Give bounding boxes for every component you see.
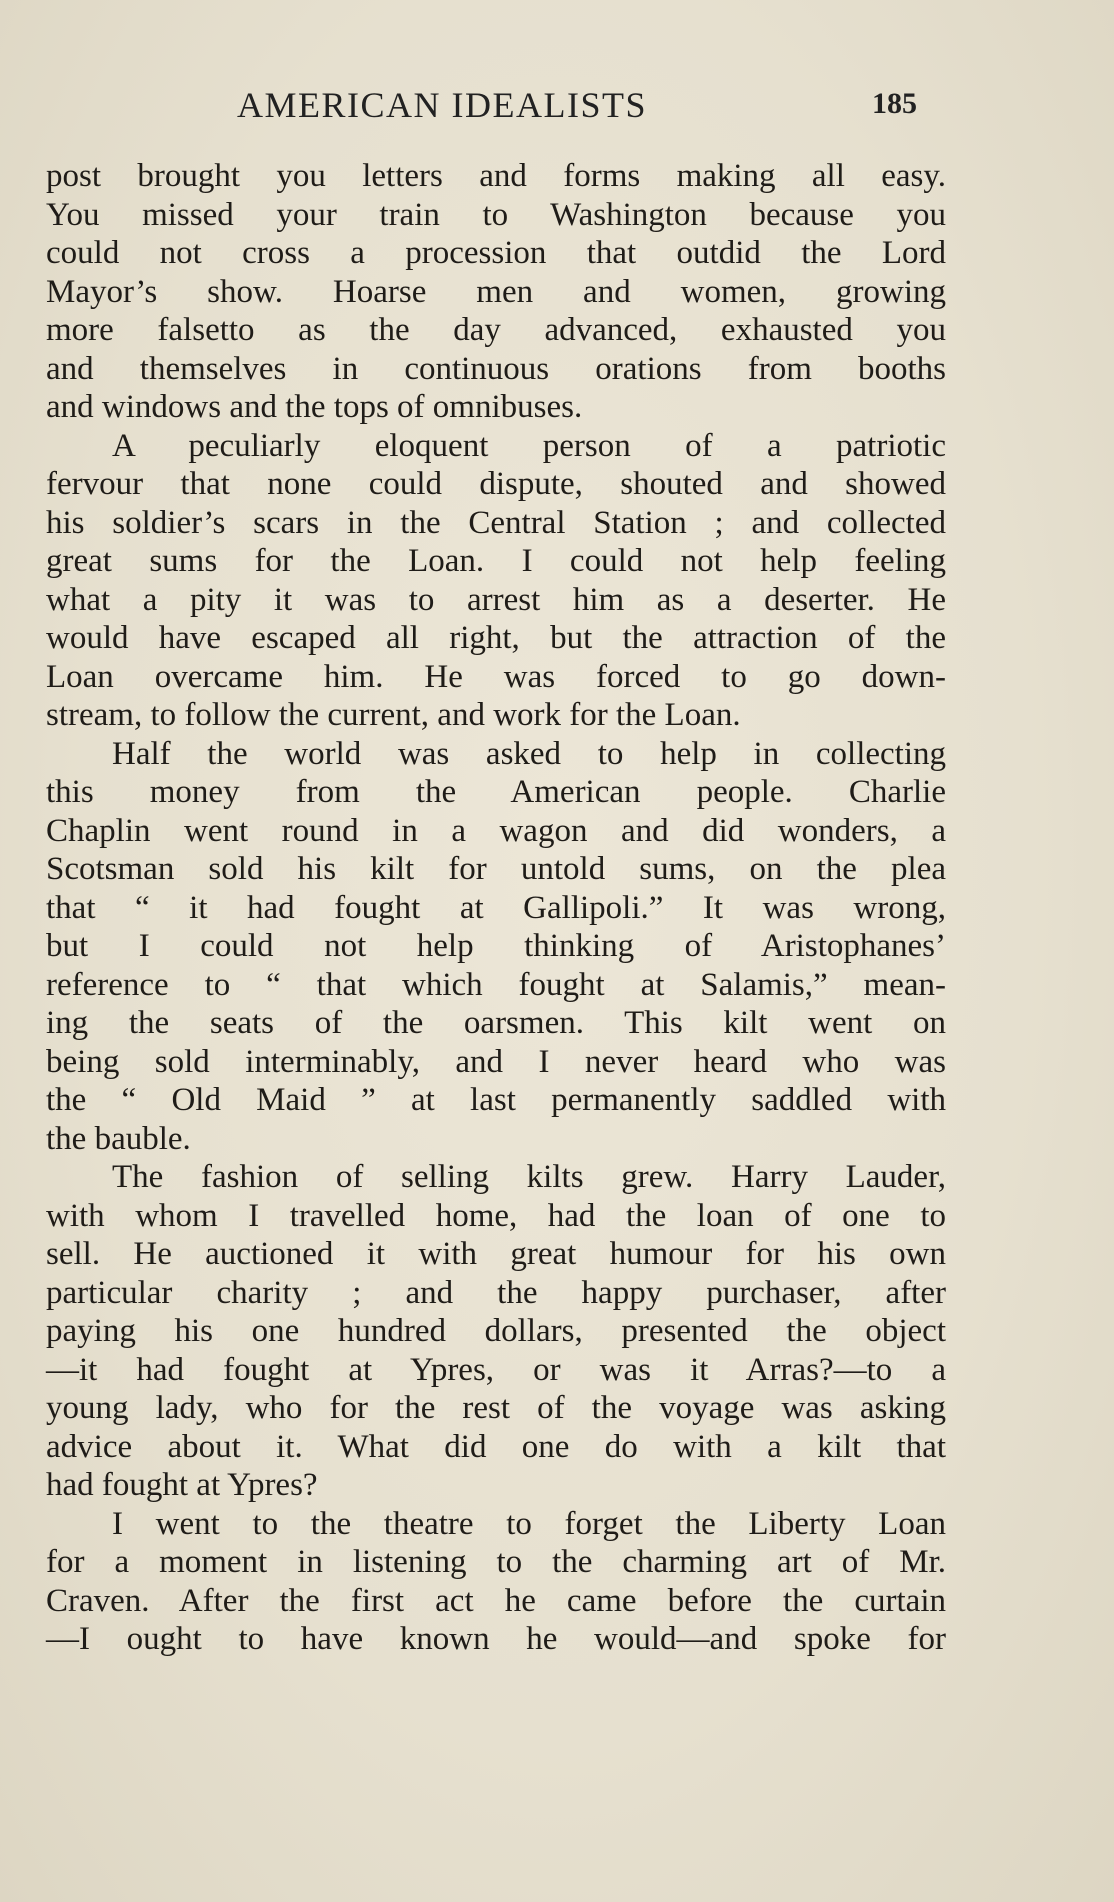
paragraph-2 [46,427,946,735]
paragraph-1 [46,157,946,427]
text-line: the “ Old Maid ” at last permanently saddled with [46,1082,946,1118]
text-line: Half the world was asked to help in collecting [112,735,946,772]
text-line: particular charity ; and the happy purchaser, after [46,1274,946,1311]
text-line: I went to the theatre to forget the Liberty Loan [112,1505,946,1542]
paragraph-5 [46,1505,946,1659]
text-line: —it had fought at Ypres, or was it Arras?—to a [46,1351,946,1388]
text-line: You missed your train to Washington because you [46,196,946,233]
text-line: what a pity it was to arrest him as a deserter. He [46,581,946,618]
text-line: being sold interminably, and I never heard who was [46,1043,946,1080]
text-line: Loan overcame him. He was forced to go down- [46,658,946,695]
text-line: reference to “ that which fought at Salamis,” mean- [46,966,946,1003]
text-line: sell. He auctioned it with great humour for his own [46,1236,946,1272]
text-line: Chaplin went round in a wagon and did wonders, a [46,812,946,849]
text-line: with whom I travelled home, had the loan of one to [46,1197,946,1234]
text-line: that “ it had fought at Gallipoli.” It was wrong, [46,889,946,926]
text-line: his soldier’s scars in the Central Station ; and collected [46,504,946,541]
text-line: Craven. After the first act he came before the curtain [46,1582,946,1619]
text-line: and windows and the tops of omnibuses. [46,389,583,425]
running-head [0,84,1114,134]
text-line: the bauble. [46,1120,191,1157]
page-number: 185 [872,87,917,120]
text-line: would have escaped all right, but the attraction of the [46,620,946,656]
text-line: had fought at Ypres? [46,1467,318,1503]
text-line: —I ought to have known he would—and spoke for [46,1621,946,1657]
text-line: post brought you letters and forms making all easy. [46,158,946,194]
text-line: ing the seats of the oarsmen. This kilt went on [46,1005,946,1041]
text-line: advice about it. What did one do with a kilt that [46,1428,946,1465]
text-line: Mayor’s show. Hoarse men and women, growing [46,273,946,310]
text-line: and themselves in continuous orations from booths [46,350,946,387]
text-line: A peculiarly eloquent person of a patriotic [112,427,946,464]
text-line: could not cross a procession that outdid the Lord [46,235,946,271]
paragraph-3 [46,735,946,1159]
text-line: but I could not help thinking of Aristophanes’ [46,928,946,964]
text-line: great sums for the Loan. I could not help feeling [46,543,946,579]
text-line: stream, to follow the current, and work for the Loan. [46,697,741,733]
text-line: paying his one hundred dollars, presented the object [46,1313,946,1349]
text-line: this money from the American people. Charlie [46,774,946,810]
text-line: young lady, who for the rest of the voyage was asking [46,1390,946,1426]
text-line: fervour that none could dispute, shouted and showed [46,466,946,502]
text-line: more falsetto as the day advanced, exhausted you [46,312,946,348]
text-line: The fashion of selling kilts grew. Harry Lauder, [112,1159,946,1195]
text-line: Scotsman sold his kilt for untold sums, on the plea [46,851,946,887]
body-text [46,157,946,1659]
paragraph-4 [46,1158,946,1505]
text-line: for a moment in listening to the charming art of Mr. [46,1544,946,1580]
running-title: AMERICAN IDEALISTS [237,85,647,125]
